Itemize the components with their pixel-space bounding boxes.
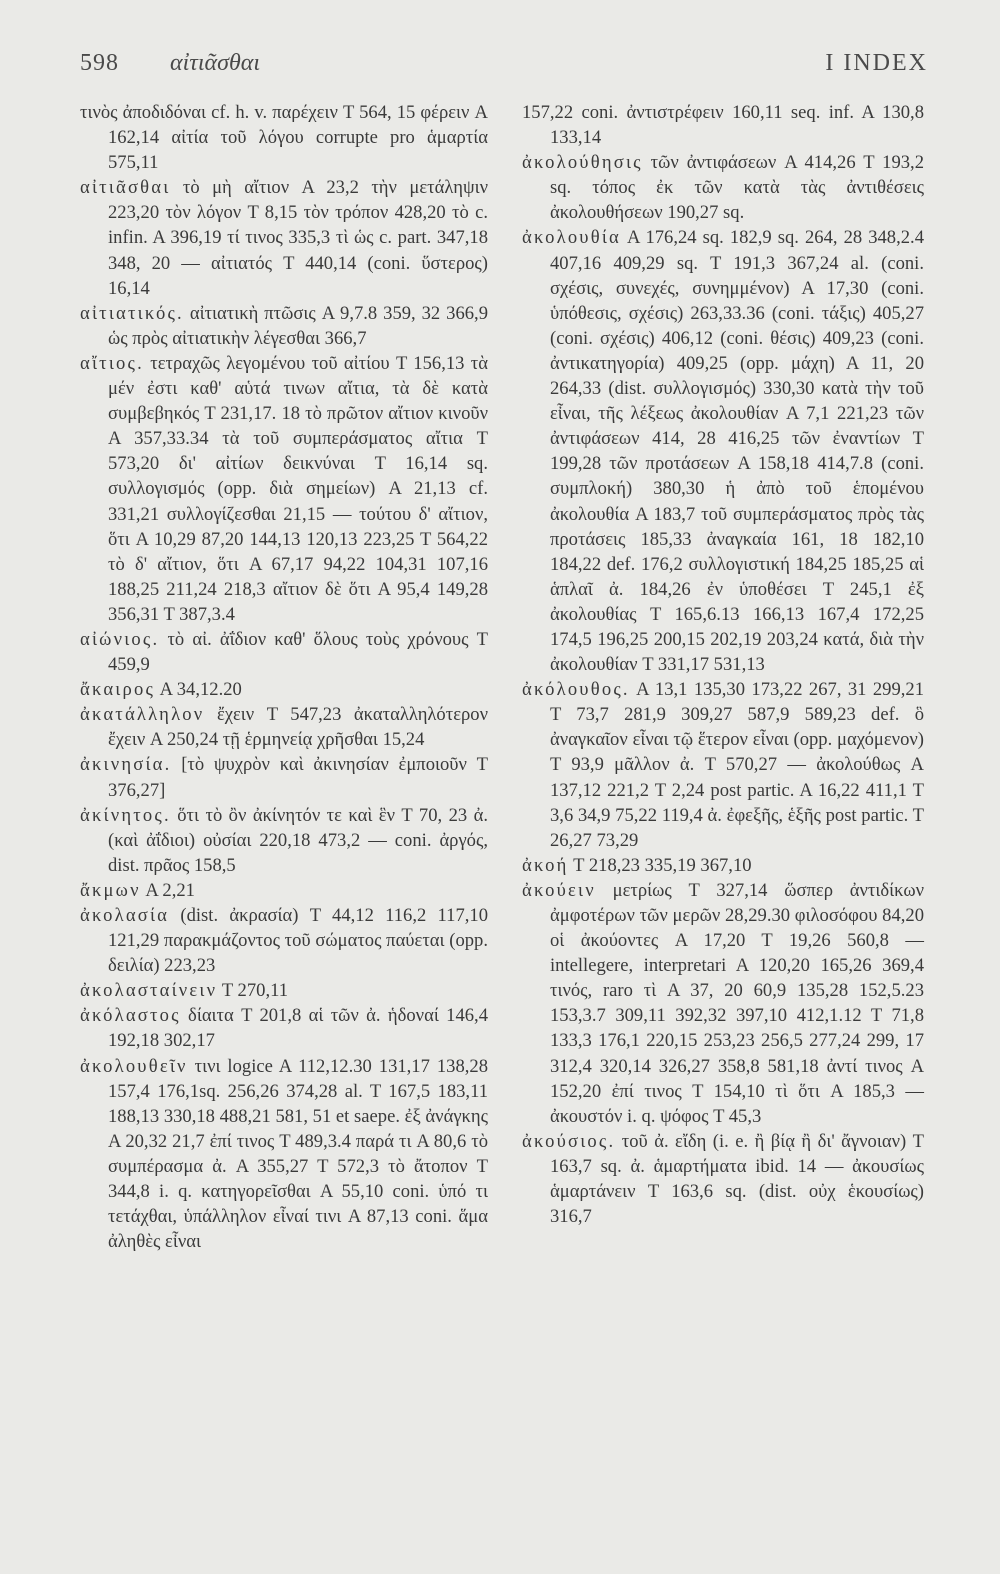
index-entry bbox=[80, 702, 488, 752]
index-entry bbox=[522, 878, 924, 1129]
entry-text: ὅτι τὸ ὂν ἀκίνητόν τε καὶ ἓν T 70, 23 ἀ. (καὶ ἀΐδιοι) οὐσίαι 220,18 473,2 — coni. ἀργός, dist. πρᾶος 158,5 bbox=[108, 804, 488, 876]
index-entry bbox=[80, 878, 488, 903]
index-entry bbox=[80, 978, 488, 1003]
entry-lemma: ἀκοή bbox=[522, 854, 569, 876]
entry-text: τὸ αἰ. ἀΐδιον καθ' ὅλους τοὺς χρόνους T 459,9 bbox=[108, 628, 488, 676]
index-entry bbox=[80, 803, 488, 878]
entry-lemma: αἰτιατικός. bbox=[80, 302, 184, 324]
index-entry bbox=[80, 677, 488, 702]
entry-text: μετρίως T 327,14 ὥσπερ ἀντιδίκων ἀμφοτέρων τῶν μερῶν 28,29.30 φιλοσόφου 84,20 οἱ ἀκούοντες A 17,20 T 19,26 560,8 — intellegere, interpretari A 120,20 165,26 369,4 τινός, raro τὶ A 37, 20 60,9 135,28 152,5.23 153,3.7 309,11 392,32 397,10 412,1.12 T 71,8 133,3 176,1 220,15 253,23 256,5 277,24 299, 17 312,4 320,14 326,27 358,8 581,18 ἀντί τινος A 152,20 ἐπί τινος T 154,10 τὶ ὅτι A 185,3 — ἀκουστόν i. q. ψόφος T 45,3 bbox=[550, 879, 924, 1127]
entry-lemma: αἴτιος. bbox=[80, 352, 144, 374]
entry-text: τὸ μὴ αἴτιον A 23,2 τὴν μετάληψιν 223,20 τὸν λόγον T 8,15 τὸν τρόπον 428,20 τὸ c. infin. A 396,19 τί τινος 335,3 τὶ ὡς c. part. 347,18 348, 20 — αἰτιατός T 440,14 (coni. ὕστερος) 16,14 bbox=[108, 177, 488, 299]
index-entry bbox=[80, 351, 488, 627]
entry-text: τετραχῶς λεγομένου τοῦ αἰτίου T 156,13 τὰ μέν ἐστι καθ' αὑτά τινων αἴτια, τὰ δὲ κατὰ συμβεβηκός T 231,17. 18 τὸ πρῶτον αἴτιον κινοῦν A 357,33.34 τὰ τοῦ συμπεράσματος αἴτια T 573,20 δι' αἰτίων δεικνύναι T 16,14 sq. συλλογισμός (opp. διὰ σημείων) A 21,13 cf. 331,21 συλλογίζεσθαι 21,15 — τούτου δ' αἴτιον, ὅτι A 10,29 87,20 144,13 120,13 223,25 T 564,22 τὸ δ' αἴτιον, ὅτι A 67,17 94,22 104,31 107,16 188,25 211,24 218,3 αἴτιον δὲ ὅτι A 95,4 149,28 356,31 T 387,3.4 bbox=[108, 352, 488, 625]
entry-lemma: ἀκολούθησις bbox=[522, 152, 643, 174]
entry-lemma: ἀκατάλληλον bbox=[80, 704, 205, 726]
entry-text: αἰτιατικὴ πτῶσις A 9,7.8 359, 32 366,9 ὡς πρὸς αἰτιατικὴν λέγεσθαι 366,7 bbox=[108, 302, 488, 349]
entry-text: T 270,11 bbox=[217, 980, 288, 1002]
entry-lemma: ἄκαιρος bbox=[80, 679, 156, 701]
entry-lemma: ἀκούσιος. bbox=[522, 1130, 616, 1152]
entry-lemma: ἀκούειν bbox=[522, 879, 596, 901]
entry-text: (dist. ἀκρασία) T 44,12 116,2 117,10 121,29 παρακμάζοντος τοῦ σώματος παύεται (opp. δειλία) 223,23 bbox=[108, 905, 488, 977]
entry-text: τῶν ἀντιφάσεων A 414,26 T 193,2 sq. τόπος ἐκ τῶν κατὰ τὰς ἀντιθέσεις ἀκολουθήσεων 190,27 sq. bbox=[550, 152, 924, 224]
index-entry bbox=[80, 1003, 488, 1053]
entry-lemma: ἀκολασία bbox=[80, 905, 170, 926]
entry-text: δίαιτα T 201,8 αἱ τῶν ἀ. ἡδοναί 146,4 192,18 302,17 bbox=[108, 1005, 488, 1052]
index-entry bbox=[522, 1129, 924, 1229]
page-number: 598 bbox=[80, 50, 119, 76]
index-entry bbox=[80, 903, 488, 978]
entry-text: A 176,24 sq. 182,9 sq. 264, 28 348,2.4 407,16 409,29 sq. T 191,3 367,24 al. (coni. σχέσις, συνεχές, συνημμένον) A 17,30 (coni. ὑπόθεσις, σχέσις) 263,33.36 (coni. τάξις) 405,27 (coni. σχέσις) 406,12 (coni. θέσις) 409,23 (coni. ἀντικατηγορία) 409,25 (opp. μάχη) A 11, 20 264,33 (dist. συλλογισμός) 330,30 κατὰ τὴν τοῦ εἶναι, τῆς λέξεως ἀκολουθίαν A 7,1 221,23 τῶν ἀντιφάσεων 414, 28 416,25 τῶν ἐναντίων T 199,28 τῶν προτάσεων A 158,18 414,7.8 (coni. συμπλοκή) 380,30 ἡ ἀπὸ τοῦ ἑπομένου ἀκολουθία A 183,7 τοῦ συμπεράσματος πρὸς τὰς προτάσεις 185,33 ἀναγκαία 161, 18 182,10 184,22 def. 176,2 συλλογιστική 184,25 185,25 αἱ ἁπλαῖ ἀ. 184,26 ἐν ὑποθέσει T 245,1 ἐξ ἀκολουθίας T 165,6.13 166,13 167,4 172,25 174,5 196,25 200,15 202,19 203,24 κατά, διὰ τὴν ἀκολουθίαν T 331,17 531,13 bbox=[550, 227, 924, 676]
entry-text: τοῦ ἀ. εἴδη (i. e. ἢ βίᾳ ἢ δι' ἄγνοιαν) T 163,7 sq. ἀ. ἁμαρτήματα ibid. 14 — ἀκουσίως ἁμαρτάνειν T 163,6 sq. (dist. οὐχ ἑκουσίως) 316,7 bbox=[550, 1130, 924, 1228]
entry-text: τινὸς ἀποδιδόναι cf. h. v. παρέχειν T 564, 15 φέρειν A 162,14 αἰτία τοῦ λόγου corrupte pro ἁμαρτία 575,11 bbox=[80, 102, 488, 174]
index-entry bbox=[80, 301, 488, 351]
index-entry bbox=[522, 100, 924, 150]
index-entry bbox=[80, 175, 488, 300]
entry-lemma: ἀκόλουθος. bbox=[522, 679, 630, 701]
entry-lemma: ἀκολασταίνειν bbox=[80, 980, 218, 1002]
entry-lemma: ἀκολουθεῖν bbox=[80, 1055, 188, 1077]
entry-lemma: ἄκμων bbox=[80, 879, 141, 901]
entry-text: [τὸ ψυχρὸν καὶ ἀκινησίαν ἐμποιοῦν T 376,27] bbox=[108, 754, 488, 801]
index-entry bbox=[80, 1054, 488, 1255]
entry-text: A 13,1 135,30 173,22 267, 31 299,21 T 73,7 281,9 309,27 587,9 589,23 def. ὃ ἀναγκαῖον εἶναι τῷ ἕτερον εἶναι (opp. μαχόμενον) T 93,9 μᾶλλον ἀ. T 570,27 — ἀκολούθως A 137,12 221,2 T 2,24 post partic. A 16,22 411,1 T 3,6 34,9 75,22 119,4 ἀ. ἐφεξῆς, ἑξῆς post partic. T 26,27 73,29 bbox=[550, 679, 924, 851]
entry-lemma: ἀκολουθία bbox=[522, 227, 621, 249]
entry-text: τινι logice A 112,12.30 131,17 138,28 157,4 176,1sq. 256,26 374,28 al. T 167,5 183,11 188,13 330,18 488,21 581, 51 et saepe. ἐξ ἀνάγκης A 20,32 21,7 ἐπί τινος T 489,3.4 παρά τι A 80,6 τὸ συμπέρασμα ἀ. A 355,27 T 572,3 τὸ ἄτοπον T 344,8 i. q. κατηγορεῖσθαι A 55,10 coni. ὑπό τι τετάχθαι, ὑπάλληλον εἶναί τινι A 87,13 coni. ἅμα ἀληθὲς εἶναι bbox=[108, 1055, 488, 1253]
entry-lemma: αἰτιᾶσθαι bbox=[80, 177, 171, 199]
index-entry bbox=[80, 100, 488, 175]
entry-text: A 34,12.20 bbox=[155, 679, 242, 701]
head-word: αἰτιᾶσθαι bbox=[170, 50, 261, 76]
index-entry bbox=[80, 752, 488, 802]
entry-text: A 2,21 bbox=[140, 879, 195, 901]
index-entry bbox=[522, 225, 924, 677]
index-entry bbox=[80, 627, 488, 677]
entry-lemma: αἰώνιος. bbox=[80, 628, 160, 650]
entry-lemma: ἀκίνητος. bbox=[80, 804, 171, 826]
index-entry bbox=[522, 677, 924, 853]
entry-text: T 218,23 335,19 367,10 bbox=[568, 854, 752, 876]
entry-lemma: ἀκόλαστος bbox=[80, 1005, 181, 1027]
index-entry bbox=[522, 150, 924, 225]
entry-text: 157,22 coni. ἀντιστρέφειν 160,11 seq. inf. A 130,8 133,14 bbox=[522, 102, 924, 149]
left-column bbox=[80, 100, 488, 1254]
running-head bbox=[80, 50, 928, 84]
right-column bbox=[522, 100, 924, 1229]
index-entry bbox=[522, 853, 924, 878]
section-title: I INDEX bbox=[825, 50, 928, 76]
entry-text: ἔχειν T 547,23 ἀκαταλληλότερον ἔχειν A 250,24 τῇ ἑρμηνείᾳ χρῆσθαι 15,24 bbox=[108, 704, 488, 751]
entry-lemma: ἀκινησία. bbox=[80, 754, 172, 776]
